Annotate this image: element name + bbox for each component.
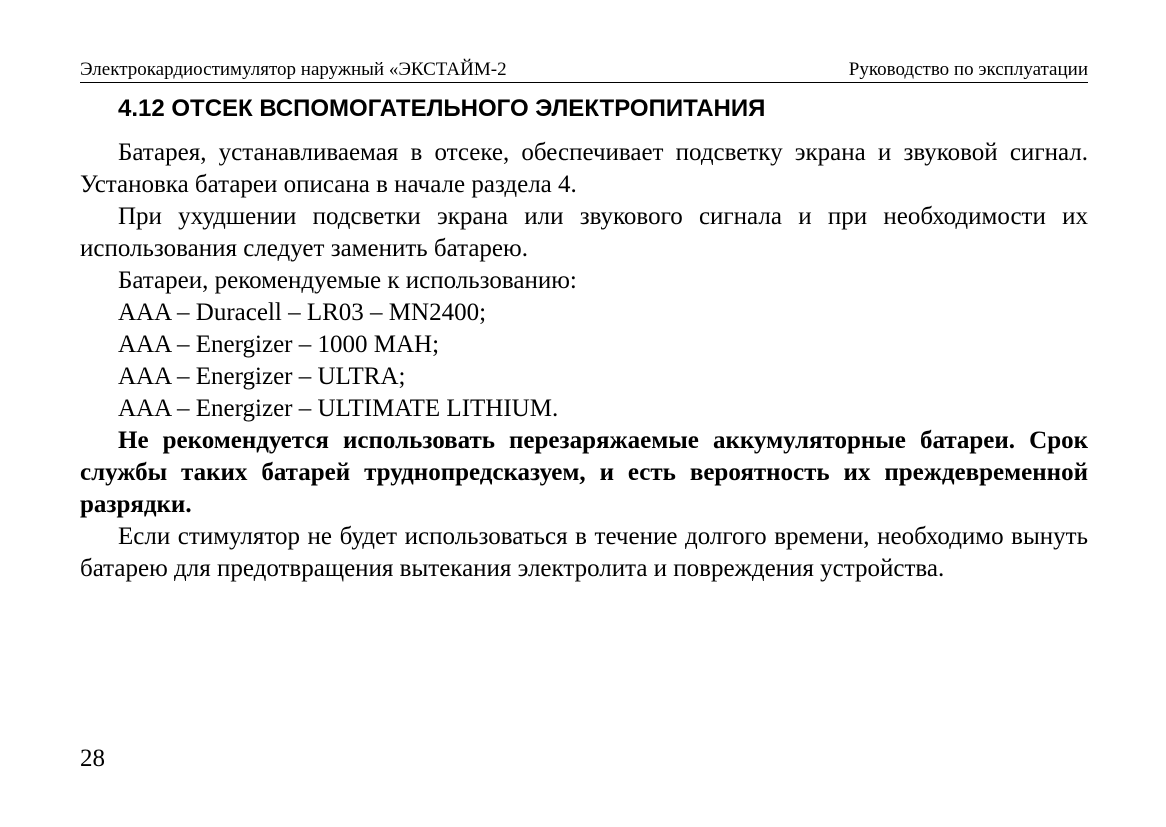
page-number: 28 xyxy=(80,745,105,772)
battery-list-item-energizer-ultra: AAA – Energizer – ULTRA; xyxy=(118,363,406,390)
paragraph-battery-purpose: Батарея, устанавливаемая в отсеке, обеспечивает подсветку экрана и звуковой сигнал. Установка батареи описана в начале раздела 4. xyxy=(80,139,1088,198)
section-title: 4.12 ОТСЕК ВСПОМОГАТЕЛЬНОГО ЭЛЕКТРОПИТАНИЯ xyxy=(118,95,766,122)
paragraph-recommended-intro: Батареи, рекомендуемые к использованию: xyxy=(118,267,577,294)
section-body xyxy=(80,137,1088,585)
header-device-title: Электрокардиостимулятор наружный «ЭКСТАЙМ-2 xyxy=(80,59,507,80)
header-manual-title: Руководство по эксплуатации xyxy=(848,59,1088,80)
page-header xyxy=(80,58,1088,83)
battery-list-item-energizer-1000: AAA – Energizer – 1000 MAH; xyxy=(118,331,440,358)
paragraph-rechargeable-warning: Не рекомендуется использовать перезаряжаемые аккумуляторные батареи. Срок службы таких батарей труднопредсказуем, и есть вероятность их преждевременной разрядки. xyxy=(80,427,1088,518)
paragraph-storage-instructions: Если стимулятор не будет использоваться в течение долгого времени, необходимо вынуть батарею для предотвращения вытекания электролита и повреждения устройства. xyxy=(80,523,1088,582)
battery-list-item-duracell: AAA – Duracell – LR03 – MN2400; xyxy=(118,299,487,326)
paragraph-battery-replacement: При ухудшении подсветки экрана или звукового сигнала и при необходимости их использования следует заменить батарею. xyxy=(80,203,1088,262)
battery-list-item-energizer-lithium: AAA – Energizer – ULTIMATE LITHIUM. xyxy=(118,395,559,422)
